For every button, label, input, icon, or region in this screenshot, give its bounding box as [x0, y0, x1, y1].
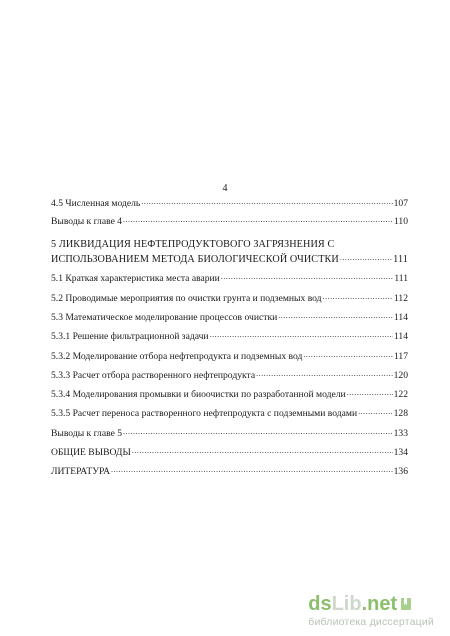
toc-leader-dots: [256, 369, 393, 378]
toc-entry: [51, 466, 408, 485]
toc-entry-page: 122: [393, 389, 408, 401]
toc-entry-title: 4.5 Численная модель: [51, 198, 141, 209]
toc-entry-title: Выводы к главе 4: [51, 215, 123, 227]
toc-chapter-title-line2: ИСПОЛЬЗОВАНИЕМ МЕТОДА БИОЛОГИЧЕСКОЙ ОЧИСТКИ: [51, 254, 339, 266]
toc-entry-page: 111: [393, 254, 408, 266]
toc-leader-dots: [303, 350, 393, 359]
toc-entry-title: 5.3.4 Моделирования промывки и биоочистки по разработанной модели: [51, 389, 346, 401]
toc-entry: [51, 216, 408, 235]
toc-entry-title: 5.3.5 Расчет переноса растворенного нефтепродукта с подземными водами: [51, 408, 358, 420]
toc-entry: [51, 273, 408, 292]
toc-leader-dots: [358, 407, 393, 416]
toc-leader-dots: [141, 197, 392, 206]
toc-entry: [51, 312, 408, 331]
toc-leader-dots: [123, 215, 393, 224]
toc-entry: [51, 331, 408, 350]
toc-entry: [51, 254, 408, 273]
toc-entry: [51, 389, 408, 408]
toc-entry-page: 114: [393, 331, 408, 343]
toc-entry-page: 128: [393, 408, 408, 420]
toc-entry: [51, 370, 408, 389]
toc-entry: [51, 408, 408, 427]
toc-entry-page: 111: [394, 273, 408, 285]
toc-entry-title: ЛИТЕРАТУРА: [51, 466, 111, 478]
logo-ds: ds: [308, 593, 332, 615]
toc-leader-dots: [123, 427, 393, 436]
logo-net: .net: [361, 593, 398, 615]
toc-entry-title: 5.3.2 Моделирование отбора нефтепродукта и подземных вод: [51, 350, 303, 362]
toc-entry: [51, 351, 408, 370]
toc-entry: [51, 428, 408, 447]
toc-entry-title: ОБЩИЕ ВЫВОДЫ: [51, 447, 131, 459]
toc-leader-dots: [221, 272, 393, 281]
toc-leader-dots: [347, 388, 393, 397]
toc-entry-title: 5.1 Краткая характеристика места аварии: [51, 273, 220, 285]
toc-entry-title: 5.2 Проводимые мероприятия по очистки грунта и подземных вод: [51, 292, 322, 304]
toc-entry-title: 5.3.1 Решение фильтрационной задачи: [51, 331, 209, 343]
toc-leader-dots: [278, 311, 393, 320]
toc-leader-dots: [132, 446, 393, 455]
toc-entry-page: 114: [393, 311, 408, 323]
toc-entry-page: 110: [393, 215, 408, 227]
toc-entry: [51, 198, 408, 216]
toc-entry: [51, 293, 408, 312]
bookmark-icon: [399, 597, 413, 611]
toc-entry-title: Выводы к главе 5: [51, 427, 123, 439]
toc-entry-page: 120: [393, 369, 408, 381]
dslib-subtitle: библиотека диссертаций: [308, 616, 434, 628]
toc-chapter-title-line1: 5 ЛИКВИДАЦИЯ НЕФТЕПРОДУКТОВОГО ЗАГРЯЗНЕНИЯ С: [51, 238, 335, 250]
toc-entry-page: 134: [393, 447, 408, 459]
toc-entry-title: 5.3 Математическое моделирование процессов очистки: [51, 311, 278, 323]
toc-leader-dots: [340, 253, 392, 262]
toc-entry-page: 117: [393, 350, 408, 362]
dslib-watermark: [308, 593, 434, 628]
toc-entry-page: 133: [393, 427, 408, 439]
toc-entry-page: 107: [393, 198, 408, 209]
toc-leader-dots: [111, 465, 393, 474]
toc-entry: [51, 447, 408, 466]
dslib-logo: [308, 593, 434, 615]
page-number: 4: [222, 183, 228, 194]
toc-entry-page: 136: [393, 466, 408, 478]
logo-lib: Lib: [331, 593, 362, 615]
table-of-contents: [51, 198, 408, 486]
toc-entry-title: 5.3.3 Расчет отбора растворенного нефтепродукта: [51, 369, 256, 381]
toc-leader-dots: [323, 292, 393, 301]
toc-entry-page: 112: [393, 292, 408, 304]
toc-leader-dots: [210, 330, 393, 339]
